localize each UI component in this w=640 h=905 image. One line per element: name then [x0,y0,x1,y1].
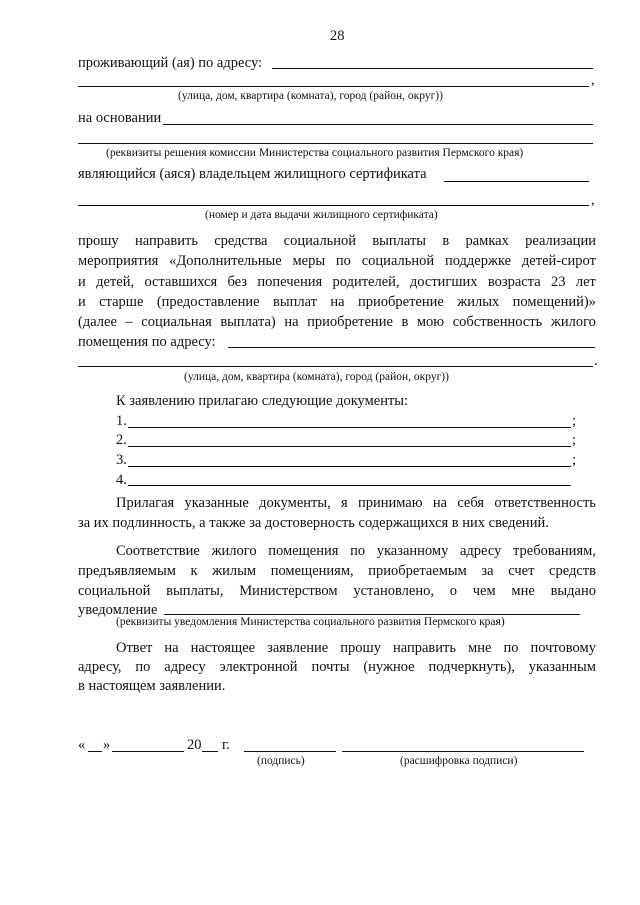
reply-line-1: Ответ на настоящее заявление прошу направить мне по почтовому [116,640,596,656]
residing-address-line-2[interactable] [78,86,589,87]
date-year-prefix: 20 [187,737,202,753]
request-line-1: прошу направить средства социальной выплаты в рамках реализации [78,233,596,249]
purchase-address-caption: (улица, дом, квартира (комната), город (район, округ)) [184,371,449,383]
signature-decode-line[interactable] [342,751,584,752]
document-item-3-line[interactable] [128,466,571,467]
purchase-address-line-2[interactable] [78,366,593,367]
purchase-address-line-1[interactable] [228,347,595,348]
residing-address-line-1[interactable] [272,68,593,69]
document-item-2-line[interactable] [128,446,571,447]
compliance-line-1: Соответствие жилого помещения по указанному адресу требованиям, [116,543,596,559]
compliance-line-3: социальной выплаты, Министерством установлено, о чем мне выдано [78,583,596,599]
residing-label: проживающий (ая) по адресу: [78,55,263,71]
compliance-line-2: предъявляемым к жилым помещениям, приобретаемым за счет средств [78,563,596,579]
residing-comma: , [591,72,595,88]
notification-caption: (реквизиты уведомления Министерства социального развития Пермского края) [116,616,505,628]
certificate-label: являющийся (аяся) владельцем жилищного сертификата [78,166,427,182]
reply-last-line: в настоящем заявлении. [78,678,226,694]
document-item-3-number: 3. [116,452,127,468]
date-month-line[interactable] [112,751,184,752]
document-item-4-line[interactable] [128,485,571,486]
residing-address-caption: (улица, дом, квартира (комната), город (район, округ)) [178,90,443,102]
request-last-line: помещения по адресу: [78,334,216,350]
signature-caption: (подпись) [257,755,305,767]
date-open-quote: « [78,737,86,753]
certificate-comma: , [591,192,595,208]
date-year-line[interactable] [202,751,218,752]
request-line-2: мероприятия «Дополнительные меры по социальной поддержке детей-сирот [78,253,596,269]
certificate-line-1[interactable] [444,181,589,182]
basis-label: на основании [78,110,162,126]
responsibility-line-1: Прилагая указанные документы, я принимаю на себя ответственность [116,495,596,511]
request-line-5: (далее – социальная выплата) на приобретение в мою собственность жилого [78,314,596,330]
notification-line[interactable] [164,614,580,615]
date-year-suffix: г. [222,737,230,753]
document-item-3-end: ; [572,452,577,468]
date-close-quote: » [103,737,111,753]
responsibility-line-2: за их подлинность, а также за достоверность содержащихся в них сведений. [78,515,549,531]
request-line-4: и старше (предоставление выплат на приобретение жилых помещений)» [78,294,596,310]
document-item-1-line[interactable] [128,427,571,428]
document-item-4-number: 4. [116,472,127,488]
date-day-line[interactable] [88,751,102,752]
purchase-address-period: . [594,353,598,369]
document-item-2-end: ; [572,432,577,448]
basis-line-1[interactable] [163,124,593,125]
certificate-caption: (номер и дата выдачи жилищного сертификата) [205,209,438,221]
compliance-last-label: уведомление [78,602,158,618]
request-line-3: и детей, оставшихся без попечения родителей, достигших возраста 23 лет [78,274,596,290]
reply-line-2: адресу, по адресу электронной почты (нужное подчеркнуть), указанным [78,659,596,675]
basis-line-2[interactable] [78,143,593,144]
documents-intro: К заявлению прилагаю следующие документы: [116,393,409,409]
document-item-2-number: 2. [116,432,127,448]
signature-decode-caption: (расшифровка подписи) [400,755,518,767]
document-item-1-number: 1. [116,413,127,429]
signature-line[interactable] [244,751,336,752]
page-number: 28 [330,28,345,44]
certificate-line-2[interactable] [78,205,589,206]
document-item-1-end: ; [572,413,577,429]
basis-caption: (реквизиты решения комиссии Министерства социального развития Пермского края) [106,147,524,159]
